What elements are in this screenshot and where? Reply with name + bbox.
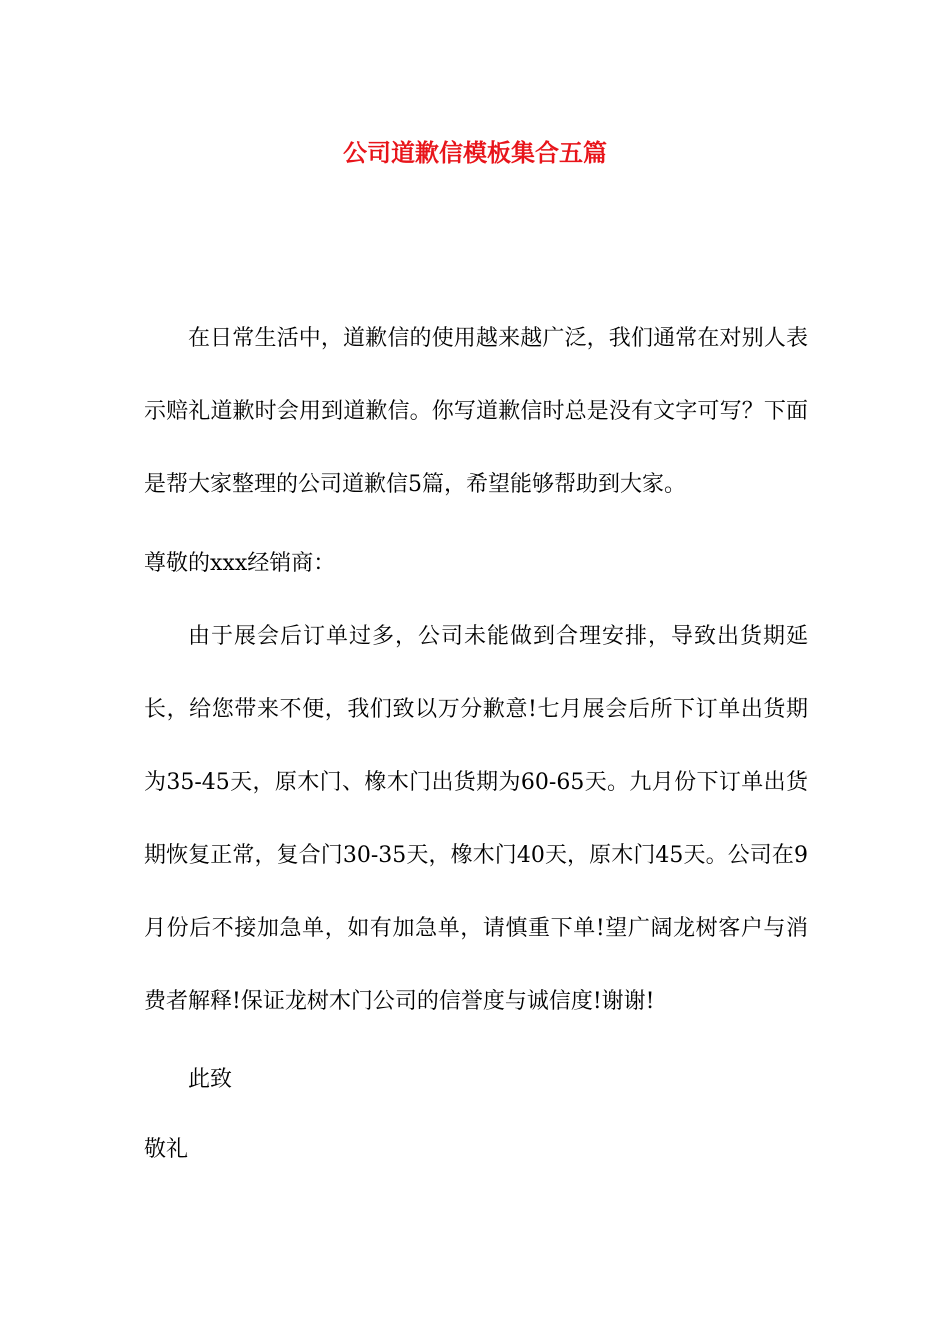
intro-paragraph: 在日常生活中，道歉信的使用越来越广泛，我们通常在对别人表示赔礼道歉时会用到道歉信。你写道歉信时总是没有文字可写？下面是帮大家整理的公司道歉信5篇，希望能够帮助到大家。 xyxy=(144,326,808,497)
closing-line-1: 此致 xyxy=(188,1067,233,1092)
salutation: 尊敬的xxx经销商： xyxy=(144,551,336,576)
letter-body-paragraph: 由于展会后订单过多，公司未能做到合理安排，导致出货期延长，给您带来不便，我们致以万分歉意!七月展会后所下订单出货期为35-45天，原木门、橡木门出货期为60-65天。九月份下订单出货期恢复正常，复合门30-35天，橡木门40天，原木门45天。公司在9月份后不接加急单，如有加急单，请慎重下单!望广阔龙树客户与消费者解释!保证龙树木门公司的信誉度与诚信度!谢谢! xyxy=(144,624,808,1014)
document-title: 公司道歉信模板集合五篇 xyxy=(343,138,607,167)
closing-line-2: 敬礼 xyxy=(144,1137,189,1162)
